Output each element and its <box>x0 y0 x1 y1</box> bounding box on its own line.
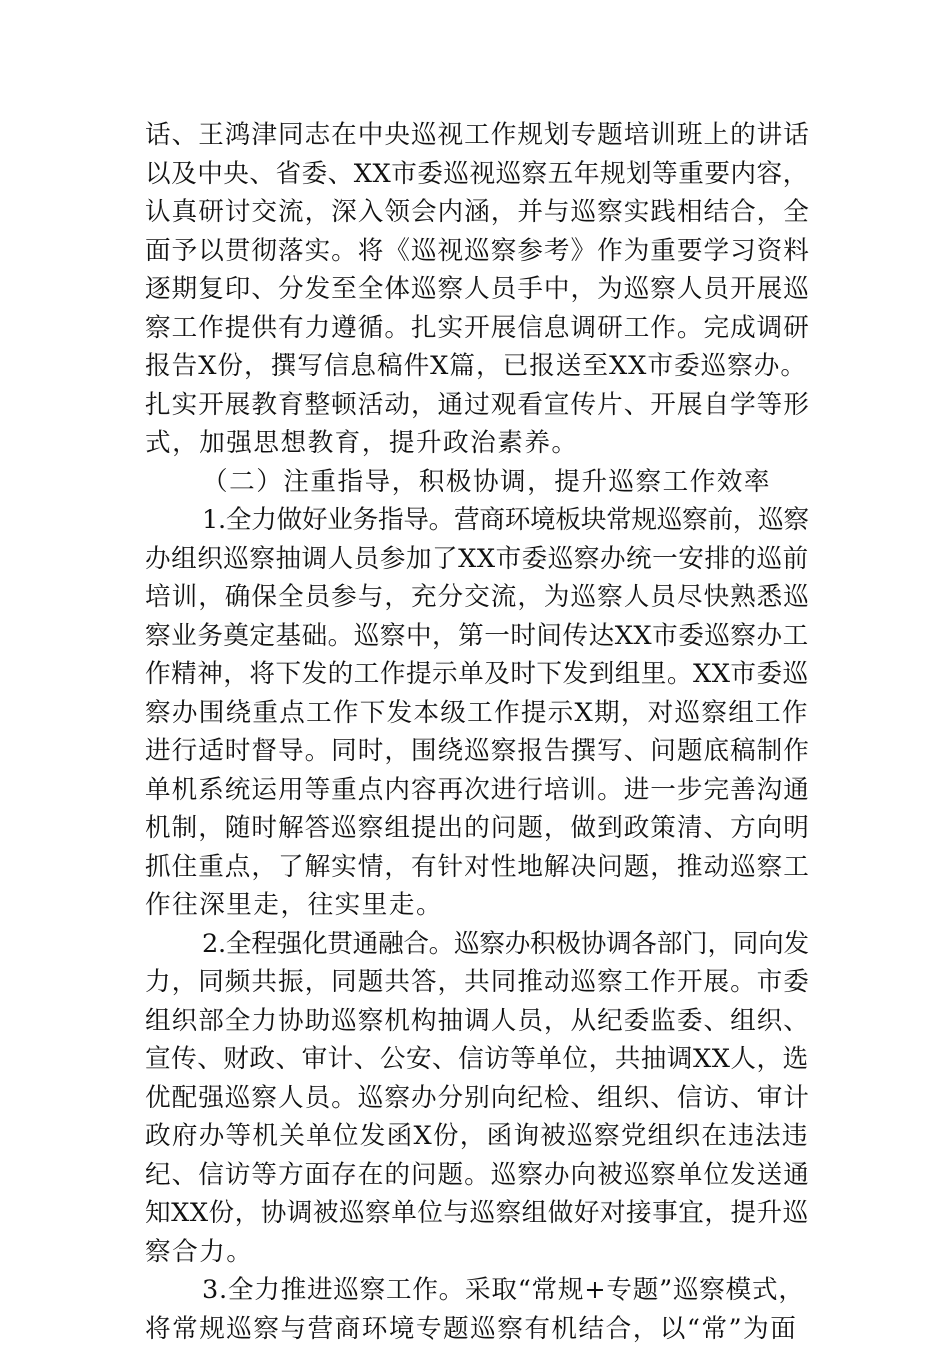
paragraph-first-line: 3.全力推进巡察工作。采取“常规+专题”巡察模式， <box>145 1271 810 1310</box>
text-line: 进行适时督导。同时，围绕巡察报告撰写、问题底稿制作 <box>145 732 810 771</box>
text-line: 察办围绕重点工作下发本级工作提示X期，对巡察组工作 <box>145 694 810 733</box>
text-line: 政府办等机关单位发函X份，函询被巡察党组织在违法违 <box>145 1117 810 1156</box>
text-line: 作往深里走，往实里走。 <box>145 886 810 925</box>
text-line: 优配强巡察人员。巡察办分别向纪检、组织、信访、审计 <box>145 1079 810 1118</box>
document-body <box>145 116 810 1348</box>
text-line: 宣传、财政、审计、公安、信访等单位，共抽调XX人，选 <box>145 1040 810 1079</box>
text-line: 培训，确保全员参与，充分交流，为巡察人员尽快熟悉巡 <box>145 578 810 617</box>
text-line: 逐期复印、分发至全体巡察人员手中，为巡察人员开展巡 <box>145 270 810 309</box>
text-line: 面予以贯彻落实。将《巡视巡察参考》作为重要学习资料 <box>145 232 810 271</box>
text-line: 察合力。 <box>145 1233 810 1272</box>
text-line: 力，同频共振，同题共答，共同推动巡察工作开展。市委 <box>145 963 810 1002</box>
text-line: 单机系统运用等重点内容再次进行培训。进一步完善沟通 <box>145 771 810 810</box>
text-line: 报告X份，撰写信息稿件X篇，已报送至XX市委巡察办。 <box>145 347 810 386</box>
text-line: 抓住重点，了解实情，有针对性地解决问题，推动巡察工 <box>145 848 810 887</box>
text-line: 知XX份，协调被巡察单位与巡察组做好对接事宜，提升巡 <box>145 1194 810 1233</box>
section-heading: （二）注重指导，积极协调，提升巡察工作效率 <box>145 463 810 502</box>
text-line: 以及中央、省委、XX市委巡视巡察五年规划等重要内容， <box>145 155 810 194</box>
text-line: 将常规巡察与营商环境专题巡察有机结合，以“常”为面 <box>145 1310 810 1348</box>
text-line: 察业务奠定基础。巡察中，第一时间传达XX市委巡察办工 <box>145 617 810 656</box>
text-line: 作精神，将下发的工作提示单及时下发到组里。XX市委巡 <box>145 655 810 694</box>
text-line: 纪、信访等方面存在的问题。巡察办向被巡察单位发送通 <box>145 1156 810 1195</box>
paragraph-first-line: 2.全程强化贯通融合。巡察办积极协调各部门，同向发 <box>145 925 810 964</box>
paragraph-first-line: 1.全力做好业务指导。营商环境板块常规巡察前，巡察 <box>145 501 810 540</box>
text-line: 机制，随时解答巡察组提出的问题，做到政策清、方向明 <box>145 809 810 848</box>
text-line: 式，加强思想教育，提升政治素养。 <box>145 424 810 463</box>
text-line: 办组织巡察抽调人员参加了XX市委巡察办统一安排的巡前 <box>145 540 810 579</box>
text-line: 察工作提供有力遵循。扎实开展信息调研工作。完成调研 <box>145 309 810 348</box>
text-line: 扎实开展教育整顿活动，通过观看宣传片、开展自学等形 <box>145 386 810 425</box>
text-line: 认真研讨交流，深入领会内涵，并与巡察实践相结合，全 <box>145 193 810 232</box>
text-line: 话、王鸿津同志在中央巡视工作规划专题培训班上的讲话 <box>145 116 810 155</box>
text-line: 组织部全力协助巡察机构抽调人员，从纪委监委、组织、 <box>145 1002 810 1041</box>
